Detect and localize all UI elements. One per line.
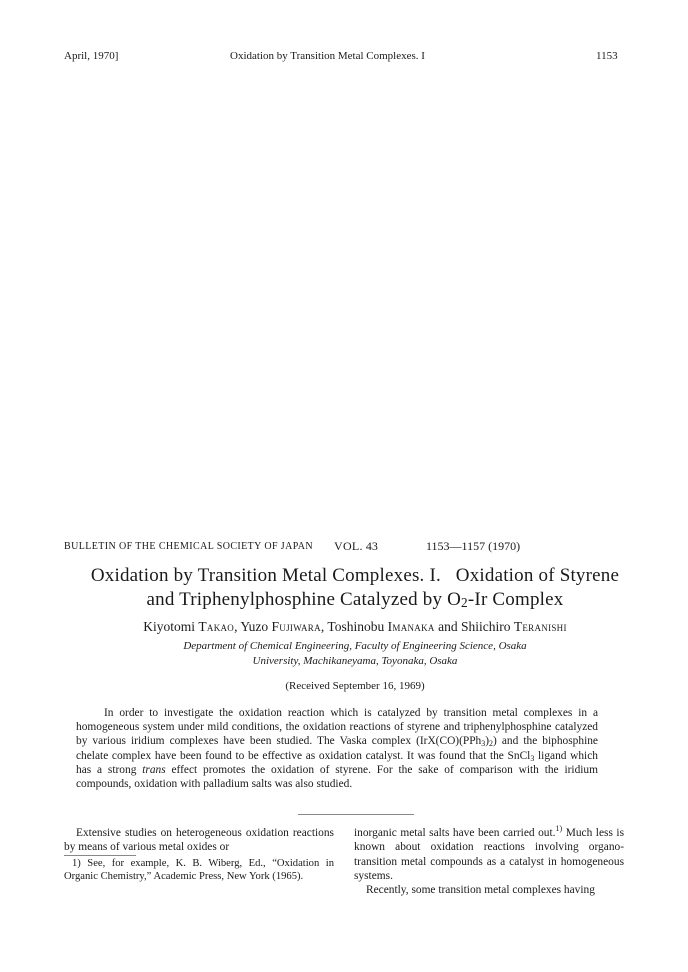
author-list: Kiyotomi Takao, Yuzo Fujiwara, Toshinobu Imanaka and Shiichiro Teranishi [143, 619, 567, 634]
affiliation-line-2: University, Machikaneyama, Toyonaka, Osaka [252, 655, 458, 667]
abstract-text: In order to investigate the oxidation reaction which is catalyzed by transition metal complexes in a homogeneous system under mild conditions, the oxidation reactions of styrene and triphenylphosphine catalyzed by various iridium complexes have been studied. The Vaska complex (IrX(CO)(PPh [76, 707, 598, 748]
author-given: Kiyotomi [143, 619, 195, 634]
title-part: -Ir Complex [467, 589, 564, 610]
reference-marker: 1) [555, 824, 563, 833]
author-family: Teranishi [513, 619, 567, 634]
footnote-1: 1) See, for example, K. B. Wiberg, Ed., “Oxidation in Organic Chemistry,” Academic Press, New York (1965). [64, 858, 334, 882]
volume-label: VOL. [334, 539, 363, 553]
received-date: (Received September 16, 1969) [285, 680, 425, 692]
author-given: Toshinobu [327, 619, 385, 634]
right-col-text: inorganic metal salts have been carried out. [354, 827, 556, 839]
title-subscript: 2 [461, 595, 468, 610]
author-family: Imanaka [387, 619, 435, 634]
running-header-title: Oxidation by Transition Metal Complexes. I [230, 50, 425, 62]
right-column-paragraph-2: Recently, some transition metal complexes having [366, 884, 595, 896]
author-family: Takao [198, 619, 235, 634]
abstract-subscript: 3 [481, 739, 486, 749]
footnote-rule [64, 855, 136, 856]
author-family: Fujiwara [271, 619, 321, 634]
affiliation-line-1: Department of Chemical Engineering, Faculty of Engineering Science, Osaka [183, 640, 527, 652]
author-and: and [438, 619, 458, 634]
volume-number: 43 [365, 539, 378, 553]
author-given: Yuzo [240, 619, 269, 634]
author-given: Shiichiro [460, 619, 511, 634]
abstract-text: ) [485, 735, 490, 748]
abstract-text: ligand which has a strong [76, 749, 598, 776]
abstract-text: ) and the biphosphine chelate complex have been found to be effective as oxidation catalyst. It was found that the SnCl [76, 735, 598, 762]
page-number: 1153 [596, 50, 618, 62]
running-header-date: April, 1970] [64, 50, 119, 62]
left-column-paragraph: Extensive studies on heterogeneous oxidation reactions by means of various metal oxides or [64, 827, 334, 854]
abstract-italic: trans [142, 763, 166, 776]
abstract-text: effect promotes the oxidation of styrene. For the sake of comparison with the iridium compounds, oxidation with palladium salts was also studied. [76, 763, 598, 791]
article-title-line-2 [60, 589, 650, 611]
abstract-subscript: 3 [530, 753, 535, 763]
abstract-subscript: 2 [489, 739, 494, 749]
section-separator [298, 814, 414, 815]
right-column-paragraph-1 [354, 826, 624, 883]
abstract [76, 706, 598, 791]
journal-volume [334, 539, 378, 554]
journal-pages: 1153—1157 (1970) [426, 539, 521, 553]
right-col-text: Much less is known about oxidation reactions involving organo-transition metal compounds as a catalyst in homogeneous systems. [354, 827, 624, 882]
journal-name: BULLETIN OF THE CHEMICAL SOCIETY OF JAPAN [64, 541, 314, 552]
article-title-line-1: Oxidation by Transition Metal Complexes. I. Oxidation of Styrene [90, 565, 620, 586]
title-part: and Triphenylphosphine Catalyzed by O [146, 589, 462, 610]
